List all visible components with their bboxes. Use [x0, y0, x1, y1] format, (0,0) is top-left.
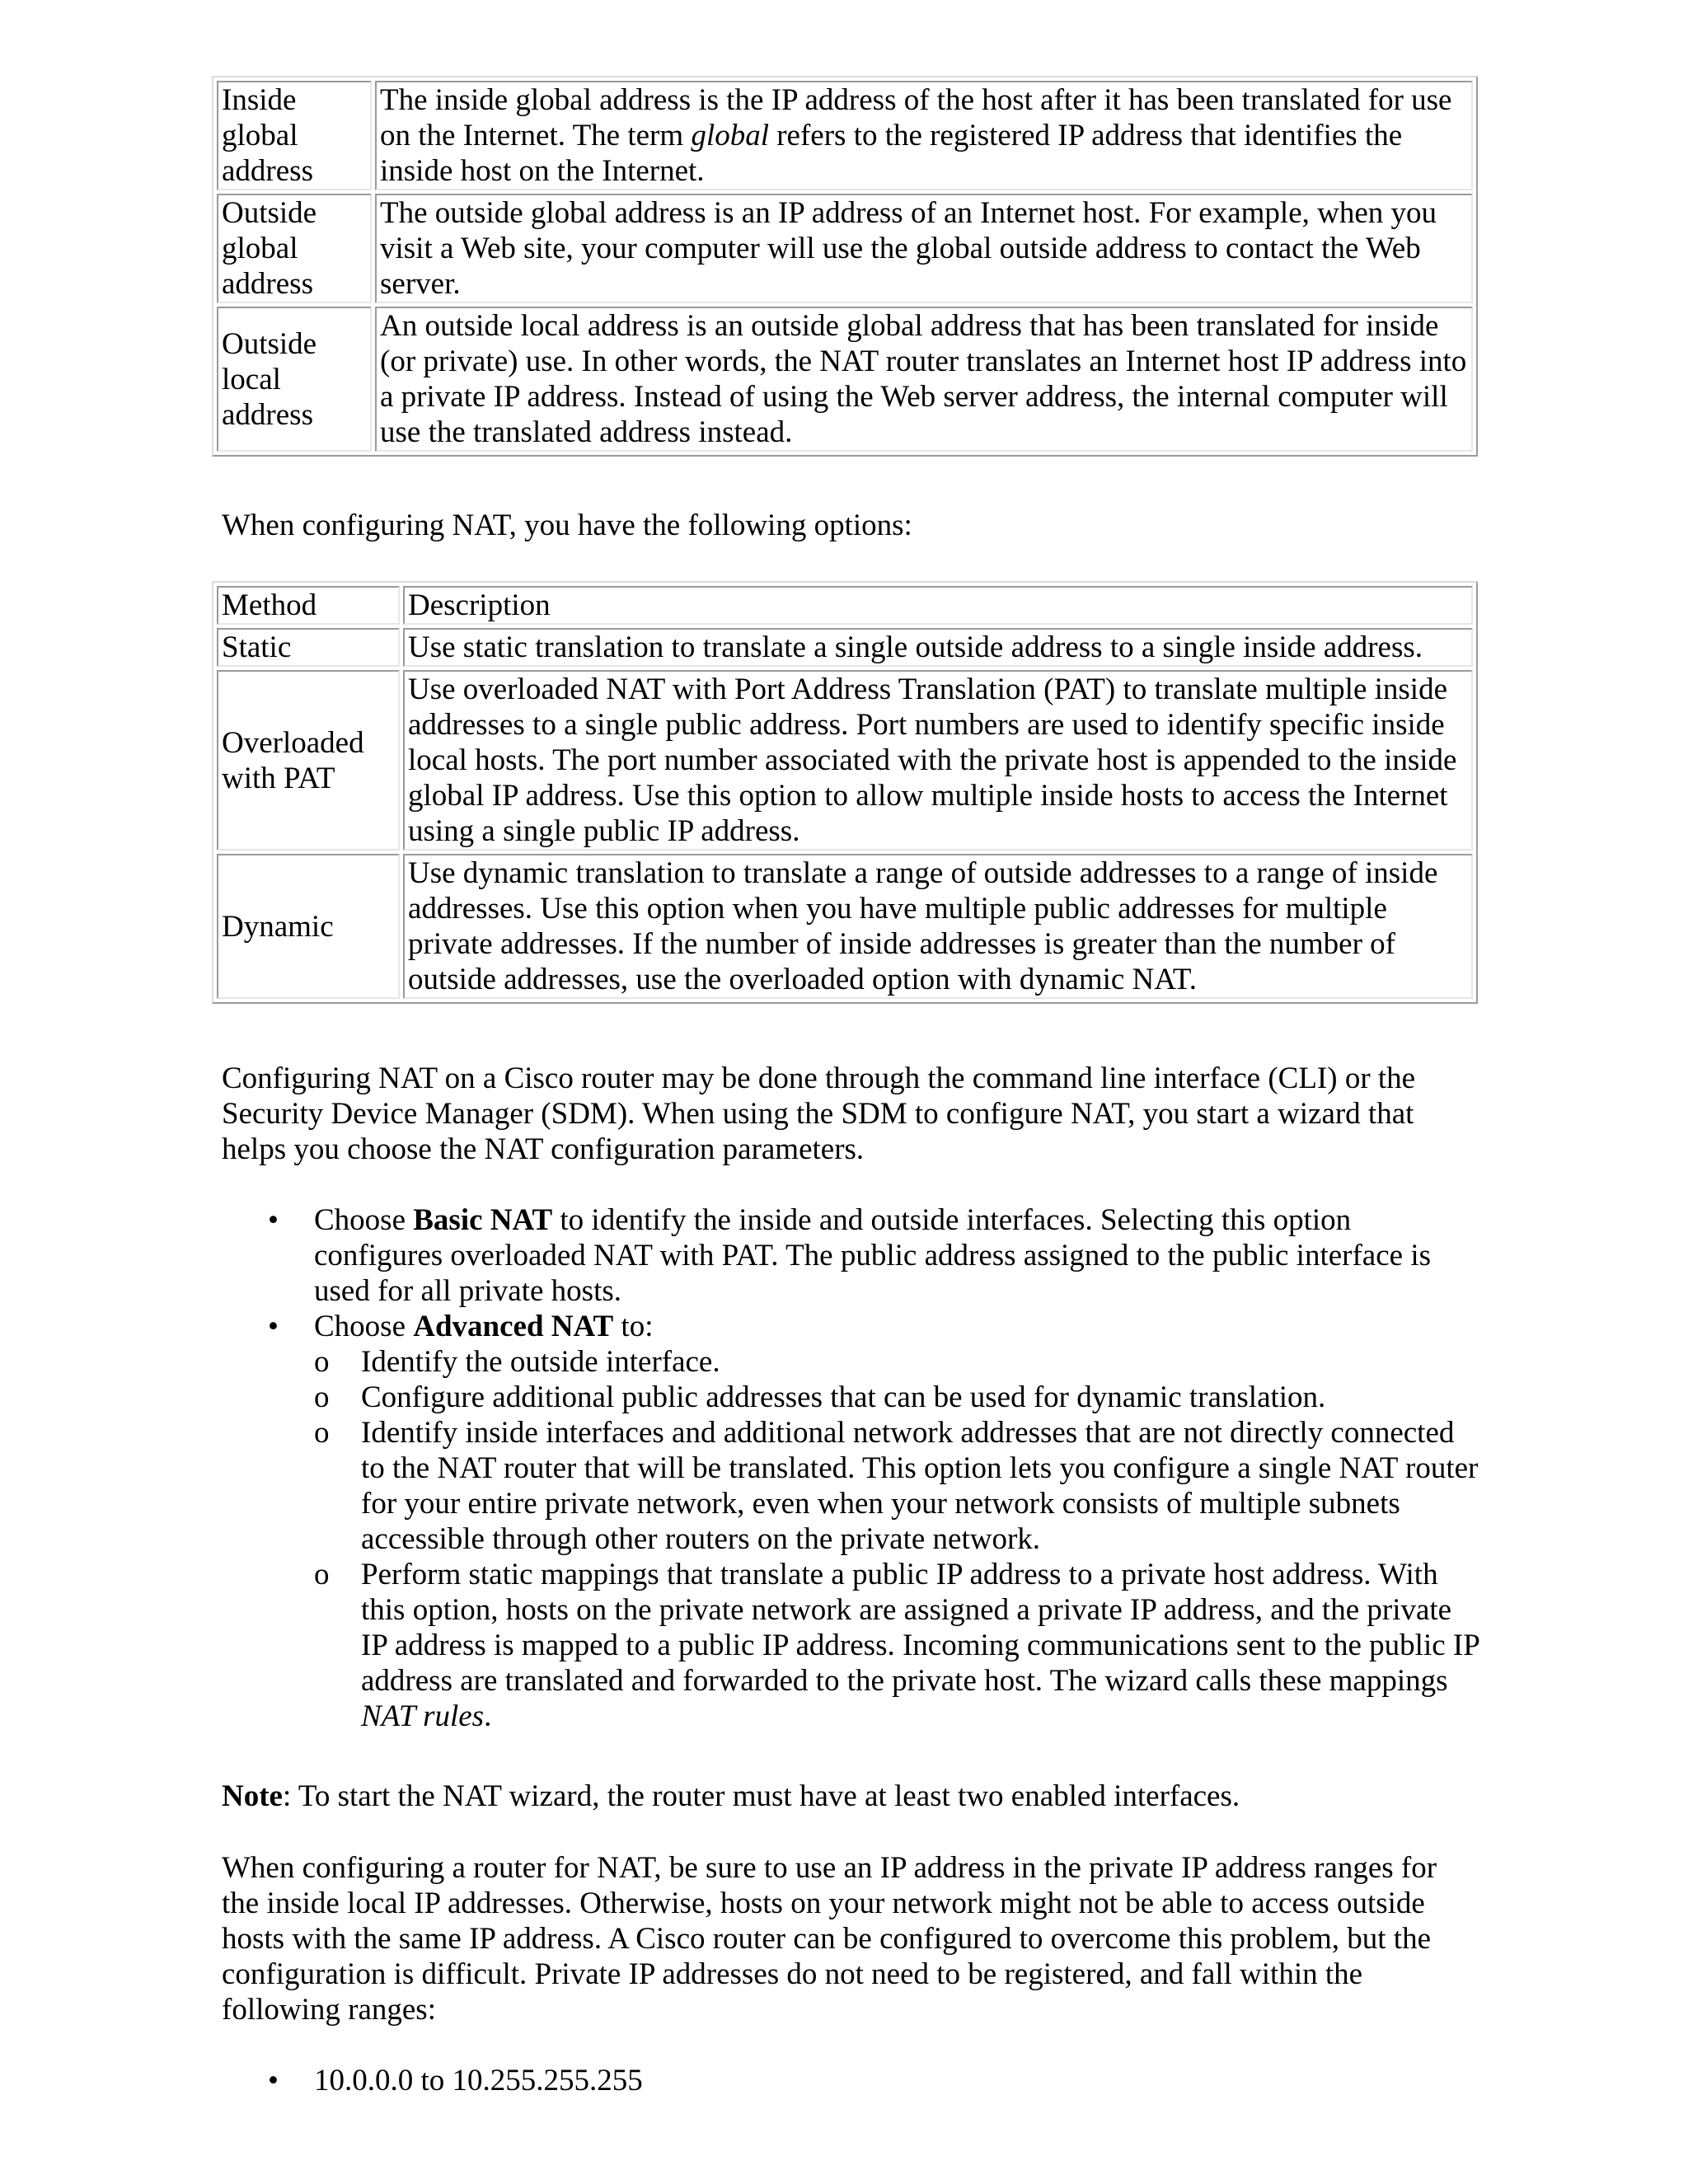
- table-row: [217, 194, 1473, 303]
- list-item-basic-nat: • Choose Basic NAT to identify the inside and outside interfaces. Selecting this option configures overloaded NAT with PAT. The public address assigned to the public interface is used for all private hosts.: [268, 1203, 1431, 1308]
- bullet-icon: •: [268, 1310, 279, 1343]
- sdm-paragraph: Configuring NAT on a Cisco router may be done through the command line interface (CLI) or the Security Device Manager (SDM). When using the SDM to configure NAT, you start a wizard that helps you choose the NAT configuration parameters.: [222, 1062, 1416, 1166]
- term-cell: Outside local address: [217, 307, 372, 452]
- circle-bullet-icon: o: [314, 1345, 330, 1379]
- term-cell: Outside global address: [217, 194, 372, 303]
- table-header-row: [217, 586, 1473, 625]
- sub-list-item: o Identify the outside interface.: [314, 1345, 720, 1379]
- nat-methods-table: [212, 581, 1478, 1004]
- method-cell: Overloaded with PAT: [217, 670, 400, 851]
- table-row: [217, 670, 1473, 851]
- options-intro: When configuring NAT, you have the following options:: [222, 509, 912, 542]
- nat-address-table: [212, 76, 1478, 457]
- bullet-icon: •: [268, 1203, 279, 1237]
- note-paragraph: Note: To start the NAT wizard, the router must have at least two enabled interfaces.: [222, 1779, 1240, 1813]
- table-row: [217, 854, 1473, 999]
- circle-bullet-icon: o: [314, 1558, 330, 1591]
- sub-list-item: o Perform static mappings that translate a public IP address to a private host address. With this option, hosts on the private network are assigned a private IP address, and the private IP address is mapped to a public IP address. Incoming communications sent to the public IP address are translated and forwarded to the private host. The wizard calls these mappings NAT rules.: [314, 1558, 1479, 1733]
- list-item-advanced-nat: • Choose Advanced NAT to: o Identify the outside interface. o Configure additional public addresses that can be used for dynamic translation. o Identify inside interfaces and additional network addresses that are not directly connected to the NAT router that will be translated. This option lets you configure a single NAT router for your entire private network, even when your network consists of multiple subnets accessible through other routers on the private network. o Perform static mappings that translate a public IP address to a private host address. With this option, hosts on the private network are assigned a private IP address, and the private IP address is mapped to a public IP address. Incoming communications sent to the public IP address are translated and forwarded to the private host. The wizard calls these mappings NAT rules.: [268, 1310, 1479, 1733]
- advanced-nat-term: Advanced NAT: [413, 1310, 614, 1343]
- description-cell: Use static translation to translate a single outside address to a single inside address.: [403, 628, 1473, 667]
- note-label: Note: [222, 1779, 283, 1813]
- private-ranges-list: [268, 2063, 1479, 2098]
- method-header: Method: [217, 586, 400, 625]
- description-header: Description: [403, 586, 1473, 625]
- bullet-icon: •: [268, 2064, 279, 2097]
- description-cell: Use dynamic translation to translate a range of outside addresses to a range of inside addresses. Use this option when you have multiple public addresses for multiple private addresses. If the number of inside addresses is greater than the number of outside addresses, use the overloaded option with dynamic NAT.: [403, 854, 1473, 999]
- sub-list-item: o Configure additional public addresses that can be used for dynamic translation.: [314, 1380, 1326, 1414]
- circle-bullet-icon: o: [314, 1380, 330, 1414]
- sub-list-item: o Identify inside interfaces and additional network addresses that are not directly connected to the NAT router that will be translated. This option lets you configure a single NAT router for your entire private network, even when your network consists of multiple subnets accessible through other routers on the private network.: [314, 1416, 1479, 1556]
- nat-wizard-options-list: [268, 1202, 1479, 1734]
- advanced-nat-sublist: [314, 1344, 1479, 1734]
- term-cell: Inside global address: [217, 81, 372, 190]
- description-cell: An outside local address is an outside global address that has been translated for inside (or private) use. In other words, the NAT router translates an Internet host IP address into a private IP address. Instead of using the Web server address, the internal computer will use the translated address instead.: [375, 307, 1473, 452]
- description-cell: The inside global address is the IP address of the host after it has been translated for use on the Internet. The term global refers to the registered IP address that identifies the inside host on the Internet.: [375, 81, 1473, 190]
- private-ranges-paragraph: When configuring a router for NAT, be sure to use an IP address in the private IP address ranges for the inside local IP addresses. Otherwise, hosts on your network might not be able to access outside hosts with the same IP address. A Cisco router can be configured to overcome this problem, but the configuration is difficult. Private IP addresses do not need to be registered, and fall within the following ranges:: [222, 1851, 1437, 2027]
- method-cell: Static: [217, 628, 400, 667]
- method-cell: Dynamic: [217, 854, 400, 999]
- basic-nat-term: Basic NAT: [413, 1203, 553, 1237]
- circle-bullet-icon: o: [314, 1416, 330, 1450]
- description-cell: Use overloaded NAT with Port Address Translation (PAT) to translate multiple inside addresses to a single public address. Port numbers are used to identify specific inside local hosts. The port number associated with the private host is appended to the inside global IP address. Use this option to allow multiple inside hosts to access the Internet using a single public IP address.: [403, 670, 1473, 851]
- list-item: • 10.0.0.0 to 10.255.255.255: [268, 2064, 643, 2097]
- table-row: [217, 81, 1473, 190]
- description-cell: The outside global address is an IP address of an Internet host. For example, when you visit a Web site, your computer will use the global outside address to contact the Web server.: [375, 194, 1473, 303]
- table-row: [217, 628, 1473, 667]
- table-row: [217, 307, 1473, 452]
